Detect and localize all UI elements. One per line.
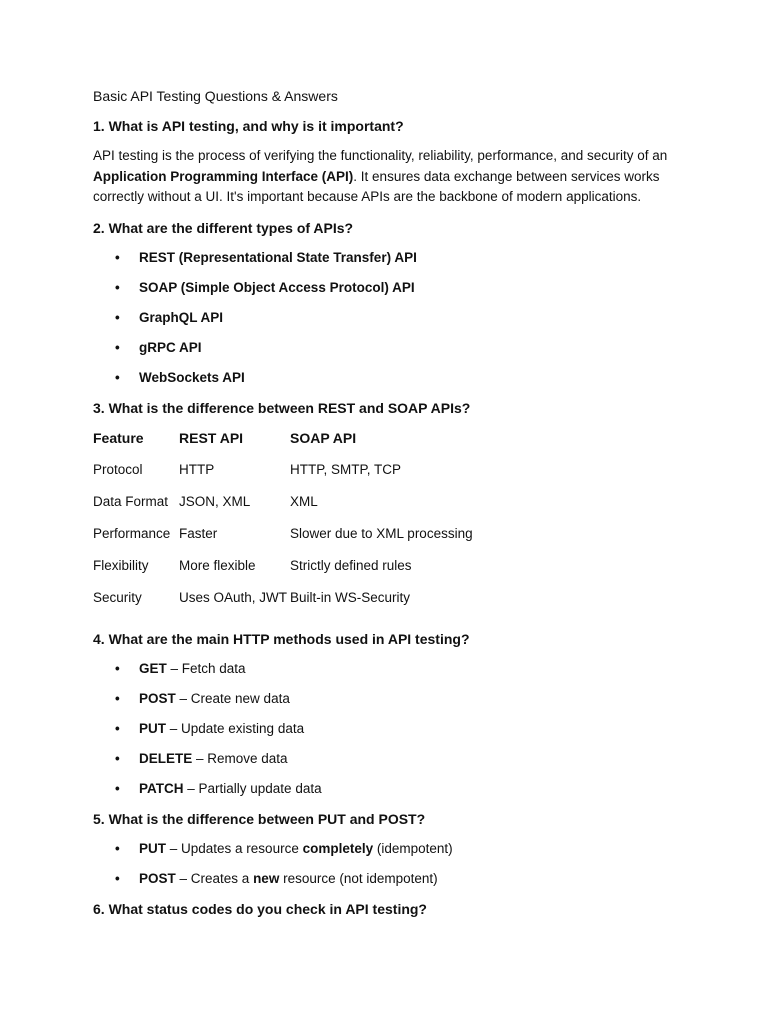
list-item (93, 719, 683, 739)
table-cell: More flexible (179, 557, 256, 573)
question-2-heading: 2. What are the different types of APIs? (93, 219, 354, 236)
rest-soap-comparison-table (93, 428, 540, 620)
table-cell: Security (93, 589, 142, 605)
table-cell: XML (290, 493, 318, 509)
method-description: – Fetch data (166, 660, 246, 676)
table-cell: Performance (93, 525, 171, 541)
table-cell: Slower due to XML processing (290, 525, 473, 541)
column-header: REST API (179, 429, 244, 446)
answer-text: . It ensures data exchange between services works correctly without a UI. It's important because APIs are the backbone of modern applications. (93, 168, 660, 204)
question-1-answer (93, 146, 683, 208)
method-description: – Partially update data (183, 780, 322, 796)
list-item (93, 749, 683, 769)
emphasis-text: new (253, 870, 280, 886)
table-cell: Strictly defined rules (290, 557, 412, 573)
http-methods-list (93, 659, 683, 799)
emphasis-text: completely (302, 840, 374, 856)
table-row (93, 588, 540, 620)
table-cell: Faster (179, 525, 218, 541)
table-header-row (93, 428, 540, 460)
table-cell: JSON, XML (179, 493, 251, 509)
list-item-text: REST (Representational State Transfer) API (139, 249, 417, 265)
table-cell: Data Format (93, 493, 169, 509)
table-cell: Built-in WS-Security (290, 589, 411, 605)
question-3-heading: 3. What is the difference between REST and SOAP APIs? (93, 399, 471, 416)
bullet-icon: • (115, 309, 120, 325)
table-cell: HTTP, SMTP, TCP (290, 461, 402, 477)
bullet-icon: • (115, 279, 120, 295)
list-item-text: WebSockets API (139, 369, 245, 385)
http-method: PUT (139, 720, 166, 736)
api-types-list (93, 248, 683, 388)
list-item (93, 659, 683, 679)
http-method: PATCH (139, 780, 184, 796)
list-item-text: SOAP (Simple Object Access Protocol) API (139, 279, 415, 295)
answer-text: API testing is the process of verifying the functionality, reliability, performance, and security of an (93, 148, 668, 163)
list-item (93, 248, 683, 268)
table-cell: Protocol (93, 461, 143, 477)
list-item-text: gRPC API (139, 339, 202, 355)
bullet-icon: • (115, 369, 120, 385)
document-title: Basic API Testing Questions & Answers (93, 88, 338, 104)
http-method: POST (139, 690, 176, 706)
bullet-icon: • (115, 660, 120, 676)
document-page (93, 86, 683, 929)
bullet-icon: • (115, 840, 120, 856)
list-item (93, 278, 683, 298)
method-description: – Remove data (192, 750, 288, 766)
bullet-icon: • (115, 339, 120, 355)
method-description: – Create new data (175, 690, 290, 706)
http-method: GET (139, 660, 167, 676)
list-item (93, 338, 683, 358)
bullet-icon: • (115, 249, 120, 265)
table-cell: Uses OAuth, JWT (179, 589, 288, 605)
method-description: resource (not idempotent) (279, 870, 438, 886)
method-description: – Creates a (175, 870, 254, 886)
bullet-icon: • (115, 720, 120, 736)
question-5-heading: 5. What is the difference between PUT and POST? (93, 810, 426, 827)
method-description: – Updates a resource (166, 840, 303, 856)
table-row (93, 524, 540, 556)
list-item (93, 689, 683, 709)
list-item (93, 308, 683, 328)
list-item-text: GraphQL API (139, 309, 224, 325)
method-description: – Update existing data (166, 720, 305, 736)
list-item (93, 779, 683, 799)
list-item (93, 869, 683, 889)
bullet-icon: • (115, 690, 120, 706)
list-item (93, 839, 683, 859)
question-4-heading: 4. What are the main HTTP methods used in API testing? (93, 630, 470, 647)
put-vs-post-list (93, 839, 683, 889)
question-1-heading: 1. What is API testing, and why is it important? (93, 118, 404, 134)
http-method: POST (139, 870, 176, 886)
table-cell: HTTP (179, 461, 215, 477)
bullet-icon: • (115, 870, 120, 886)
http-method: DELETE (139, 750, 193, 766)
question-6-heading: 6. What status codes do you check in API testing? (93, 900, 427, 917)
table-row (93, 460, 540, 492)
http-method: PUT (139, 840, 166, 856)
table-cell: Flexibility (93, 557, 149, 573)
bullet-icon: • (115, 780, 120, 796)
column-header: Feature (93, 429, 144, 446)
answer-bold-term: Application Programming Interface (API) (93, 168, 354, 184)
column-header: SOAP API (290, 429, 357, 446)
method-description: (idempotent) (373, 840, 453, 856)
list-item (93, 368, 683, 388)
table-row (93, 492, 540, 524)
bullet-icon: • (115, 750, 120, 766)
table-row (93, 556, 540, 588)
